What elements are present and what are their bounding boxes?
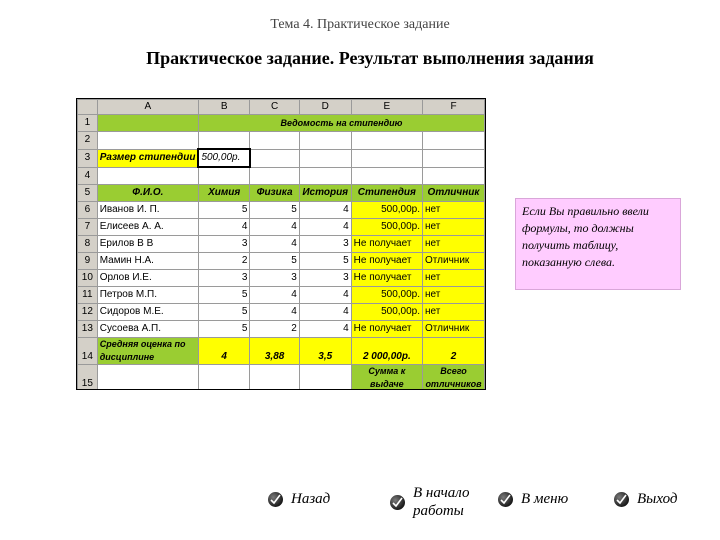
stipend-value: Не получает xyxy=(351,236,422,253)
header-honor: Отличник xyxy=(423,185,485,202)
student-name: Сидоров М.Е. xyxy=(97,304,198,321)
stipend-value: Не получает xyxy=(351,253,422,270)
back-label: Назад xyxy=(291,491,331,507)
honor-value: нет xyxy=(423,219,485,236)
header-history: История xyxy=(299,185,351,202)
corner-cell xyxy=(78,100,98,115)
topic-caption: Тема 4. Практическое задание xyxy=(270,17,450,32)
header-chemistry: Химия xyxy=(198,185,249,202)
table-row xyxy=(78,202,485,219)
total-honor-label: Всего отличников xyxy=(423,365,485,391)
table-row xyxy=(78,167,485,185)
grade-history: 3 xyxy=(299,236,351,253)
student-name: Сусоева А.П. xyxy=(97,321,198,338)
cell xyxy=(250,149,299,167)
rate-label-cell: Размер стипендии xyxy=(97,149,198,167)
grade-physics: 4 xyxy=(250,219,299,236)
cell xyxy=(299,149,351,167)
grade-history: 4 xyxy=(299,287,351,304)
table-row xyxy=(78,253,485,270)
cell xyxy=(351,132,422,150)
row-number: 1 xyxy=(78,115,98,132)
cell xyxy=(250,365,299,391)
cell xyxy=(97,365,198,391)
table-row xyxy=(78,132,485,150)
cell xyxy=(299,167,351,185)
column-header: A xyxy=(97,100,198,115)
grade-chemistry: 4 xyxy=(198,219,249,236)
stipend-value: 500,00р. xyxy=(351,219,422,236)
grade-physics: 4 xyxy=(250,236,299,253)
grade-history: 4 xyxy=(299,202,351,219)
check-bullet-icon xyxy=(498,492,513,507)
grade-history: 5 xyxy=(299,253,351,270)
check-bullet-icon xyxy=(614,492,629,507)
row-number: 3 xyxy=(78,149,98,167)
student-name: Петров М.П. xyxy=(97,287,198,304)
column-header: B xyxy=(198,100,249,115)
cell xyxy=(198,132,249,150)
cell xyxy=(423,132,485,150)
spreadsheet-image xyxy=(76,98,486,390)
grade-history: 4 xyxy=(299,321,351,338)
grade-history: 4 xyxy=(299,219,351,236)
table-title-cell: Ведомость на стипендию xyxy=(198,115,484,132)
exit-button[interactable] xyxy=(614,490,678,508)
spreadsheet-table xyxy=(77,99,485,390)
grade-chemistry: 5 xyxy=(198,304,249,321)
table-row xyxy=(78,149,485,167)
averages-row xyxy=(78,338,485,365)
row-number: 13 xyxy=(78,321,98,338)
stipend-value: Не получает xyxy=(351,270,422,287)
row-number: 11 xyxy=(78,287,98,304)
total-stipend: 2 000,00р. xyxy=(351,338,422,365)
table-row xyxy=(78,115,485,132)
table-row xyxy=(78,219,485,236)
header-stipend: Стипендия xyxy=(351,185,422,202)
row-number: 2 xyxy=(78,132,98,150)
row-number: 4 xyxy=(78,167,98,185)
cell xyxy=(423,149,485,167)
column-header: E xyxy=(351,100,422,115)
grade-chemistry: 5 xyxy=(198,202,249,219)
honor-value: нет xyxy=(423,270,485,287)
stipend-value: 500,00р. xyxy=(351,202,422,219)
cell xyxy=(97,132,198,150)
grade-history: 4 xyxy=(299,304,351,321)
grade-chemistry: 3 xyxy=(198,236,249,253)
table-row xyxy=(78,270,485,287)
grade-chemistry: 2 xyxy=(198,253,249,270)
grade-physics: 5 xyxy=(250,202,299,219)
menu-button[interactable] xyxy=(498,490,568,508)
grade-physics: 3 xyxy=(250,270,299,287)
stipend-value: 500,00р. xyxy=(351,287,422,304)
grade-physics: 4 xyxy=(250,287,299,304)
student-name: Иванов И. П. xyxy=(97,202,198,219)
grade-chemistry: 5 xyxy=(198,321,249,338)
table-row xyxy=(78,304,485,321)
student-name: Мамин Н.А. xyxy=(97,253,198,270)
grade-history: 3 xyxy=(299,270,351,287)
cell xyxy=(198,167,249,185)
stipend-value: Не получает xyxy=(351,321,422,338)
total-honor: 2 xyxy=(423,338,485,365)
row-number: 9 xyxy=(78,253,98,270)
table-header-row xyxy=(78,185,485,202)
cell xyxy=(299,365,351,391)
row-number: 15 xyxy=(78,365,98,391)
cell xyxy=(97,115,198,132)
honor-value: нет xyxy=(423,202,485,219)
table-row xyxy=(78,287,485,304)
stipend-value: 500,00р. xyxy=(351,304,422,321)
cell xyxy=(299,132,351,150)
student-name: Орлов И.Е. xyxy=(97,270,198,287)
table-row xyxy=(78,236,485,253)
column-header: F xyxy=(423,100,485,115)
row-number: 6 xyxy=(78,202,98,219)
student-name: Елисеев А. А. xyxy=(97,219,198,236)
average-chemistry: 4 xyxy=(198,338,249,365)
row-number: 10 xyxy=(78,270,98,287)
column-header-row xyxy=(78,100,485,115)
rate-value-cell: 500,00р. xyxy=(198,149,249,167)
honor-value: Отличник xyxy=(423,253,485,270)
grade-chemistry: 5 xyxy=(198,287,249,304)
student-name: Ерилов В В xyxy=(97,236,198,253)
row-number: 5 xyxy=(78,185,98,202)
cell xyxy=(250,132,299,150)
grade-physics: 4 xyxy=(250,304,299,321)
cell xyxy=(250,167,299,185)
grade-physics: 5 xyxy=(250,253,299,270)
restart-label: В начало работы xyxy=(413,485,470,519)
row-number: 12 xyxy=(78,304,98,321)
average-history: 3,5 xyxy=(299,338,351,365)
honor-value: Отличник xyxy=(423,321,485,338)
table-row xyxy=(78,321,485,338)
average-label: Средняя оценка по дисциплине xyxy=(97,338,198,365)
header-name: Ф.И.О. xyxy=(97,185,198,202)
cell xyxy=(351,149,422,167)
honor-value: нет xyxy=(423,287,485,304)
average-physics: 3,88 xyxy=(250,338,299,365)
cell xyxy=(97,167,198,185)
column-header: C xyxy=(250,100,299,115)
grade-chemistry: 3 xyxy=(198,270,249,287)
instruction-note: Если Вы правильно ввели формулы, то должны получить таблицу, показанную слева. xyxy=(515,198,681,290)
check-bullet-icon xyxy=(268,492,283,507)
honor-value: нет xyxy=(423,236,485,253)
column-header: D xyxy=(299,100,351,115)
header-physics: Физика xyxy=(250,185,299,202)
slide-title: Практическое задание. Результат выполнения задания xyxy=(146,48,594,68)
row-number: 8 xyxy=(78,236,98,253)
exit-label: Выход xyxy=(637,491,678,507)
row-number: 7 xyxy=(78,219,98,236)
back-button[interactable] xyxy=(268,490,330,508)
menu-label: В меню xyxy=(521,491,569,507)
grade-physics: 2 xyxy=(250,321,299,338)
restart-button[interactable] xyxy=(390,484,485,520)
total-stipend-label: Сумма к выдаче xyxy=(351,365,422,391)
cell xyxy=(423,167,485,185)
row-number: 14 xyxy=(78,338,98,365)
check-bullet-icon xyxy=(390,495,405,510)
cell xyxy=(351,167,422,185)
totals-label-row xyxy=(78,365,485,391)
cell xyxy=(198,365,249,391)
honor-value: нет xyxy=(423,304,485,321)
